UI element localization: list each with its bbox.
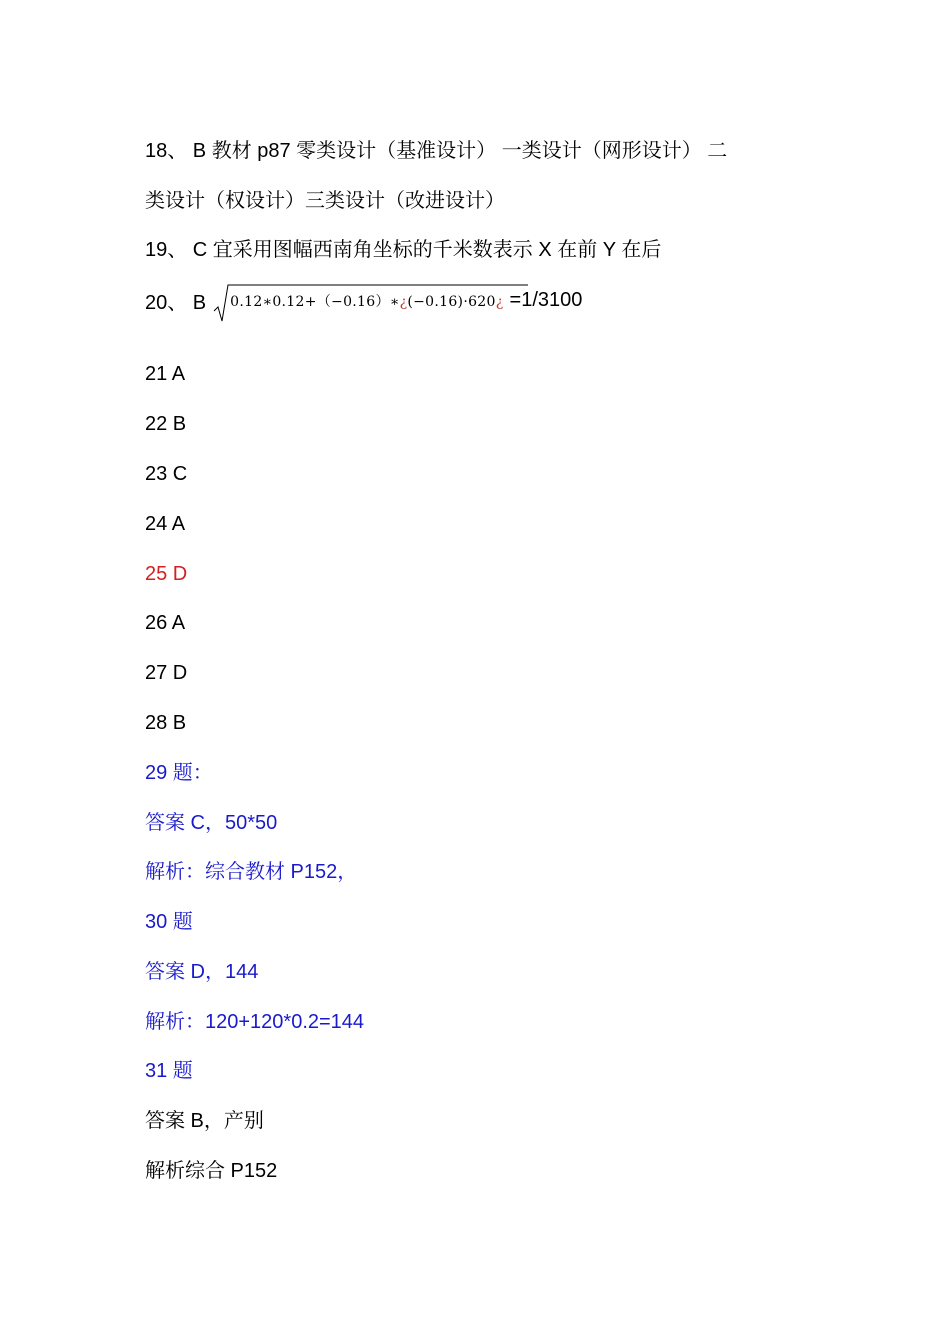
q18-line-1: 18、 B 教材 p87 零类设计（基准设计） 一类设计（网形设计） 二 — [145, 140, 728, 162]
q22-line: 22 B — [145, 413, 187, 435]
q20-prefix: 20、 B — [145, 291, 207, 314]
radicand-part-a: 0.12∗0.12+（−0.16）∗ — [230, 294, 400, 310]
q31-title: 31 题 — [145, 1060, 193, 1082]
q20-result: =1/3100 — [509, 288, 583, 311]
q18-line-2: 类设计（权设计）三类设计（改进设计） — [145, 190, 505, 212]
q30-answer: 答案 D，144 — [145, 961, 259, 983]
q21-line: 21 A — [145, 363, 186, 385]
q29-answer: 答案 C，50*50 — [145, 812, 278, 834]
radicand-part-b: ¿ — [399, 294, 408, 310]
q31-analysis: 解析综合 P152 — [145, 1160, 278, 1182]
q23-line: 23 C — [145, 463, 188, 485]
q30-title: 30 题 — [145, 911, 193, 933]
sqrt-formula — [212, 287, 505, 313]
q24-line: 24 A — [145, 513, 186, 535]
q29-title: 29 题： — [145, 762, 213, 784]
q30-analysis: 解析：120+120*0.2=144 — [145, 1011, 365, 1033]
q27-line: 27 D — [145, 662, 188, 684]
q29-analysis: 解析：综合教材 P152， — [145, 861, 358, 883]
q31-answer: 答案 B，产别 — [145, 1110, 264, 1132]
q26-line: 26 A — [145, 612, 186, 634]
q25-line: 25 D — [145, 563, 188, 585]
q19-line: 19、 C 宜采用图幅西南角坐标的千米数表示 X 在前 Y 在后 — [145, 239, 662, 261]
q28-line: 28 B — [145, 712, 187, 734]
radicand-part-c: (−0.16)·620 — [407, 294, 496, 310]
radical-sign-icon — [212, 281, 532, 329]
radicand-part-d: ¿ — [495, 294, 504, 310]
q20-line — [145, 270, 582, 330]
